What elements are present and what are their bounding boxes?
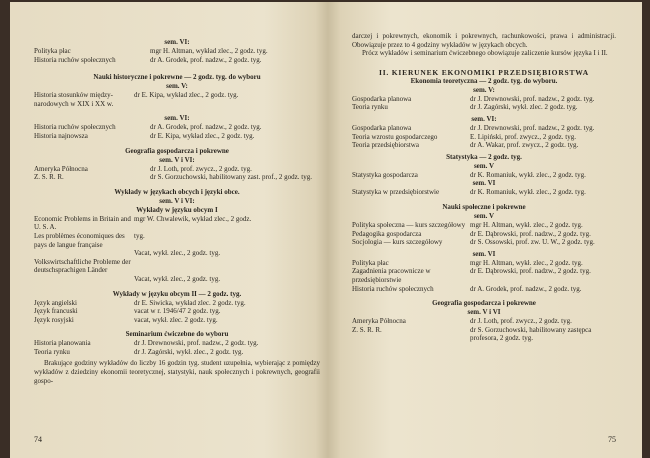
course-subject: Ameryka Północna — [34, 164, 88, 173]
course-subject: Język angielski — [34, 298, 77, 307]
course-subject: Zagadnienia pracownicze w przedsiębiorstwie — [352, 267, 431, 284]
sem-heading: sem. V — [473, 161, 495, 170]
sem-heading: sem. V: — [473, 85, 495, 94]
course-row — [352, 285, 616, 294]
course-row — [34, 232, 320, 249]
course-row — [352, 141, 616, 150]
course-teacher: dr A. Wakar, prof. zwycz., 2 godz. tyg. — [470, 141, 579, 150]
course-teacher: dr S. Ossowski, prof. zw. U. W., 2 godz. tyg. — [470, 238, 595, 247]
course-subject: Socjologia — kurs szczegółowy — [352, 238, 443, 247]
course-list — [34, 215, 320, 284]
course-teacher — [134, 258, 320, 275]
sem-heading: sem. V i VI: — [159, 196, 195, 205]
page-right — [328, 2, 642, 458]
course-row — [352, 124, 616, 133]
course-row — [34, 132, 320, 141]
course-list — [34, 91, 320, 108]
intro-paragraph: Prócz wykładów i seminarium ćwiczebnego obowiązuje zaliczenie kursów języka I i II. — [362, 49, 608, 58]
course-row — [352, 238, 616, 247]
course-subject: Teoria rynku — [352, 103, 388, 112]
course-subject: Gospodarka planowa — [352, 123, 412, 132]
course-subject: Ameryka Północna — [352, 317, 406, 326]
course-list — [352, 188, 616, 197]
course-teacher: dr K. Romaniuk, wykł. zlec., 2 godz. tyg. — [470, 170, 586, 179]
course-row — [34, 91, 320, 108]
course-subject: Historia planowania — [34, 339, 91, 348]
sem-heading: sem. VI: — [164, 38, 190, 46]
section-heading: Ekonomia teoretyczna — 2 godz. tyg. do wyboru. — [410, 76, 558, 85]
course-list — [352, 124, 616, 150]
course-list — [352, 95, 616, 112]
course-row — [352, 317, 616, 326]
course-list — [352, 221, 616, 247]
course-teacher: mgr H. Altman, wykł. zlec., 2 godz. tyg. — [470, 258, 583, 267]
course-teacher: vacat, wykł. zlec. 2 godz. tyg. — [134, 315, 218, 324]
course-subject: Język rosyjski — [34, 315, 74, 324]
course-subject: Economic Problems in Britain and U. S. A. — [34, 214, 131, 232]
course-list — [34, 123, 320, 140]
sem-heading: sem. VI: — [471, 114, 497, 123]
course-subject: Historia ruchów społecznych — [352, 284, 434, 293]
course-list — [34, 47, 320, 64]
course-teacher: dr S. Gorzuchowski, habilitowany zastępca profesora, 2 godz. tyg. — [470, 325, 592, 343]
course-row — [352, 326, 616, 343]
course-teacher: dr J. Drewnowski, prof. nadzw., 2 godz. tyg. — [470, 94, 595, 103]
course-list — [352, 259, 616, 293]
course-row — [34, 307, 320, 316]
course-subject: Polityka społeczna — kurs szczegółowy — [352, 220, 466, 229]
section-title: II. KIERUNEK EKONOMIKI PRZEDSIĘBIORSTWA — [379, 67, 589, 77]
course-row — [352, 230, 616, 239]
course-subject: Język francuski — [34, 307, 78, 316]
course-teacher: dr E. Dąbrowski, prof. nadzw., 2 godz. tyg. — [470, 267, 591, 276]
book-spread — [10, 2, 642, 458]
course-subject: Historia ruchów społecznych — [34, 55, 116, 64]
course-teacher: tyg. — [134, 231, 145, 240]
sem-heading: sem. V i VI — [467, 308, 501, 317]
course-row — [352, 259, 616, 268]
sem-heading: sem. V: — [166, 82, 188, 91]
course-subject: Polityka płac — [352, 258, 389, 267]
course-teacher: dr K. Romaniuk, wykł. zlec., 2 godz. tyg. — [470, 188, 586, 197]
course-row — [34, 258, 320, 275]
section-heading: Nauki historyczne i pokrewne — 2 godz. tyg. do wyboru — [93, 73, 261, 82]
course-row — [352, 221, 616, 230]
course-subject: Gospodarka planowa — [352, 94, 412, 103]
course-row — [34, 275, 320, 284]
closing-paragraph: Brakujące godziny wykładów do liczby 16 godzin tyg. student uzupełnia, wybierając z pomiędzy wykładów z dziedziny ekonomii teoretycznej, statystyki, nauk społecznych i pokrewnych, geografii gospo- — [34, 359, 320, 385]
course-subject: Pedagogika gospodarcza — [352, 229, 422, 238]
course-row — [352, 103, 616, 112]
intro-paragraph: darczej i pokrewnych, ekonomik i pokrewnych, rachunkowości, prawa i administracji. Obowiązuje przez to 4 godziny wykładów w językach obcych. — [352, 32, 616, 49]
course-teacher: dr J. Loth, prof. zwycz., 2 godz. tyg. — [470, 317, 572, 326]
course-row — [34, 339, 320, 348]
course-row — [34, 56, 320, 65]
course-subject: Volkswirtschaftliche Probleme der deutschsprachigen Länder — [34, 257, 131, 275]
course-row — [352, 95, 616, 104]
course-subject: Statystyka w przedsiębiorstwie — [352, 188, 440, 197]
course-row — [352, 267, 616, 284]
course-row — [34, 299, 320, 308]
course-row — [352, 133, 616, 142]
course-row — [34, 123, 320, 132]
course-subject: Les problèmes économiques des pays de langue française — [34, 231, 125, 249]
section-heading: Wykłady w języku obcym I — [136, 205, 218, 214]
course-teacher: dr A. Grodek, prof. nadzw., 2 godz. tyg. — [150, 123, 262, 132]
course-list — [34, 339, 320, 356]
sem-heading: sem. V i VI: — [159, 155, 195, 164]
course-subject — [34, 249, 134, 258]
course-teacher: mgr W. Chwalewik, wykład zlec., 2 godz. — [134, 214, 252, 223]
course-teacher: E. Lipiński, prof. zwycz., 2 godz. tyg. — [470, 132, 576, 141]
sem-heading: sem. VI: — [164, 114, 190, 123]
course-row — [34, 215, 320, 232]
course-row — [34, 173, 320, 182]
course-row — [34, 348, 320, 357]
course-teacher: dr J. Zagórski, wykł. zlec. 2 godz. tyg. — [470, 103, 578, 112]
course-row — [34, 249, 320, 258]
course-teacher: dr J. Zagórski, wykł. zlec., 2 godz. tyg. — [134, 347, 244, 356]
course-teacher: dr E. Kipa, wykład zlec., 2 godz. tyg. — [150, 131, 255, 140]
course-subject: Z. S. R. R. — [34, 173, 64, 182]
course-teacher: vacat w r. 1946/47 2 godz. tyg. — [134, 307, 221, 316]
section-heading: Nauki społeczne i pokrewne — [442, 202, 526, 211]
course-subject — [34, 275, 134, 284]
course-subject: Polityka płac — [34, 47, 71, 55]
course-teacher: dr E. Dąbrowski, prof. nadzw., 2 godz. tyg. — [470, 229, 591, 238]
section-heading: Seminarium ćwiczebne do wyboru — [125, 330, 229, 339]
course-row — [34, 47, 320, 56]
course-teacher: dr A. Grodek, prof. nadzw., 2 godz. tyg. — [150, 55, 262, 64]
section-heading: Geografia gospodarcza i pokrewne — [125, 146, 229, 155]
page-number: 75 — [608, 435, 616, 444]
course-row — [352, 171, 616, 180]
page-number: 74 — [34, 435, 42, 444]
course-subject: Statystyka gospodarcza — [352, 170, 418, 179]
course-teacher: dr J. Drewnowski, prof. nadzw., 2 godz. tyg. — [470, 123, 595, 132]
course-row — [352, 188, 616, 197]
course-teacher: Vacat, wykł. zlec., 2 godz. tyg. — [134, 274, 221, 283]
course-teacher: mgr H. Altman, wykł. zlec., 2 godz. tyg. — [470, 220, 583, 229]
sem-heading: sem. V — [473, 211, 495, 220]
course-subject: Z. S. R. R. — [352, 325, 382, 334]
course-subject: Historia ruchów społecznych — [34, 123, 116, 132]
section-heading: Geografia gospodarcza i pokrewne — [432, 299, 536, 308]
course-teacher: dr E. Kipa, wykład zlec., 2 godz. tyg. — [134, 91, 239, 100]
course-teacher: dr A. Grodek, prof. nadzw., 2 godz. tyg. — [470, 284, 582, 293]
course-teacher: mgr H. Altman, wykład zlec., 2 godz. tyg. — [150, 47, 268, 55]
course-teacher: Vacat, wykł. zlec., 2 godz. tyg. — [134, 249, 221, 258]
section-heading: Statystyka — 2 godz. tyg. — [446, 152, 522, 161]
sem-heading: sem. VI — [472, 249, 496, 258]
section-heading: Wykłady w językach obcych i języki obce. — [114, 187, 240, 196]
course-subject: Teoria rynku — [34, 347, 70, 356]
page-left — [10, 2, 328, 458]
course-list — [34, 299, 320, 325]
course-teacher: dr J. Loth, prof. zwycz., 2 godz. tyg. — [150, 164, 252, 173]
course-teacher: dr S. Gorzuchowski, habilitowany zast. prof., 2 godz. tyg. — [150, 173, 312, 182]
course-subject: Historia najnowsza — [34, 131, 88, 140]
course-list — [352, 171, 616, 180]
course-teacher: dr J. Drewnowski, prof. nadzw., 2 godz. tyg. — [134, 339, 259, 348]
course-row — [34, 165, 320, 174]
course-row — [34, 316, 320, 325]
section-heading: Wykłady w języku obcym II — 2 godz. tyg. — [112, 289, 242, 298]
sem-heading: sem. VI — [472, 179, 496, 188]
course-subject: Teoria wzrostu gospodarczego — [352, 132, 438, 141]
course-subject: Historia stosunków między-narodowych w XIX i XX w. — [34, 91, 114, 108]
course-list — [352, 317, 616, 343]
course-subject: Teoria przedsiębiorstwa — [352, 141, 419, 150]
course-teacher: dr E. Siwicka, wykład zlec. 2 godz. tyg. — [134, 298, 246, 307]
course-list — [34, 165, 320, 182]
